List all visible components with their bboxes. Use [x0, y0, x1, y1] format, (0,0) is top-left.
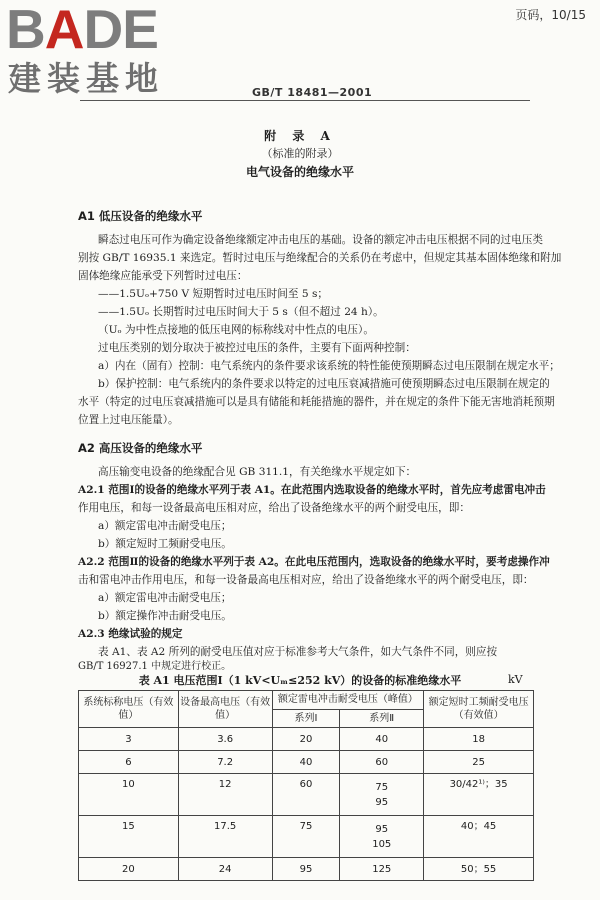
table-row — [79, 774, 534, 816]
list-item: ——1.5Uₒ 长期暂时过电压时间大于 5 s（但不超过 24 h）。 — [98, 306, 384, 318]
cell-series-1: 40 — [272, 751, 340, 774]
cell-highest: 12 — [178, 774, 272, 816]
header-highest-voltage: 设备最高电压（有效值） — [178, 691, 272, 728]
cell-value: 75 — [375, 781, 389, 793]
section-a2-heading: A2 高压设备的绝缘水平 — [78, 441, 203, 455]
paragraph-line: 别按 GB/T 16935.1 来选定。暂时过电压与绝缘配合的关系仍在考虑中，但规定其基本固体绝缘和附加 — [78, 252, 562, 264]
cell-highest: 3.6 — [178, 728, 272, 751]
cell-series-2: 125 — [340, 858, 424, 881]
page-number: 页码，10/15 — [515, 8, 586, 22]
clause-a2-2: A2.2 范围Ⅱ的设备的绝缘水平列于表 A2。在此电压范围内，选取设备的绝缘水平时，要考虑操作冲 — [78, 556, 550, 568]
appendix-heading: 电气设备的绝缘水平 — [245, 165, 354, 179]
cell-series-1: 95 — [272, 858, 340, 881]
cell-highest: 24 — [178, 858, 272, 881]
insulation-level-table — [78, 690, 534, 881]
list-item: ——1.5Uₒ+750 V 短期暂时过电压时间至 5 s； — [98, 288, 328, 300]
paragraph-line: 位置上过电压能量）。 — [78, 414, 179, 426]
paragraph-line: GB/T 16927.1 中规定进行校正。 — [78, 661, 232, 672]
cell-series-1: 75 — [272, 816, 340, 858]
cell-highest: 17.5 — [178, 816, 272, 858]
list-item: b）额定操作冲击耐受电压。 — [98, 610, 232, 622]
paragraph-line: 水平（特定的过电压衰减措施可以是具有储能和耗能措施的器件，并在规定的条件下能无害地消耗预期 — [78, 396, 555, 408]
clause-a2-1: A2.1 范围Ⅰ的设备的绝缘水平列于表 A1。在此范围内选取设备的绝缘水平时，首先应考虑雷电冲击 — [78, 484, 546, 496]
clause-a2-3: A2.3 绝缘试验的规定 — [78, 628, 183, 640]
list-item: b）保护控制：电气系统内的条件要求以特定的过电压衰减措施可使预期瞬态过电压限制在规定的 — [98, 378, 550, 390]
note: （Uₒ 为中性点接地的低压电网的标称线对中性点的电压）。 — [98, 324, 374, 336]
cell-series-2 — [340, 816, 424, 858]
paragraph-line: 作用电压，和每一设备最高电压相对应，给出了设备绝缘水平的两个耐受电压，即： — [78, 502, 470, 514]
cell-power-frequency: 18 — [424, 728, 534, 751]
paragraph-line: 过电压类别的划分取决于被控过电压的条件，主要有下面两种控制： — [98, 342, 416, 354]
cell-nominal: 3 — [79, 728, 179, 751]
paragraph-line: 击和雷电冲击作用电压，和每一设备最高电压相对应，给出了设备绝缘水平的两个耐受电压，即： — [78, 574, 534, 586]
header-lightning-impulse: 额定雷电冲击耐受电压（峰值） — [272, 691, 424, 710]
cell-series-2: 60 — [340, 751, 424, 774]
cell-nominal: 15 — [79, 816, 179, 858]
paragraph-line: 瞬态过电压可作为确定设备绝缘额定冲击电压的基础。设备的额定冲击电压根据不同的过电压类 — [98, 234, 543, 246]
table-unit: kV — [508, 673, 523, 686]
cell-series-1: 20 — [272, 728, 340, 751]
table-row — [79, 751, 534, 774]
cell-nominal: 20 — [79, 858, 179, 881]
list-item: a）额定雷电冲击耐受电压； — [98, 520, 232, 532]
list-item: a）内在（固有）控制：电气系统内的条件要求该系统的特性能使预期瞬态过电压限制在规定水平； — [98, 360, 560, 372]
table-row — [79, 816, 534, 858]
logo-subtitle: 建装基地 — [8, 59, 164, 98]
paragraph-line: 固体绝缘应能承受下列暂时过电压： — [78, 270, 248, 282]
cell-nominal: 6 — [79, 751, 179, 774]
cell-series-2 — [340, 774, 424, 816]
table-title: 表 A1 电压范围Ⅰ（1 kV<Uₘ≤252 kV）的设备的标准绝缘水平 — [138, 674, 462, 687]
header-series-1: 系列Ⅰ — [272, 709, 340, 728]
cell-power-frequency: 50；55 — [424, 858, 534, 881]
appendix-type: （标准的附录） — [261, 147, 339, 160]
cell-value: 105 — [372, 838, 392, 850]
cell-value: 95 — [375, 823, 389, 835]
logo — [6, 2, 191, 110]
section-a1-heading: A1 低压设备的绝缘水平 — [78, 209, 203, 223]
list-item: a）额定雷电冲击耐受电压； — [98, 592, 232, 604]
table-row — [79, 728, 534, 751]
cell-power-frequency: 30/42¹⁾；35 — [424, 774, 534, 816]
cell-highest: 7.2 — [178, 751, 272, 774]
header-series-2: 系列Ⅱ — [340, 709, 424, 728]
paragraph-line: 高压输变电设备的绝缘配合见 GB 311.1，有关绝缘水平规定如下： — [98, 466, 417, 478]
cell-power-frequency: 25 — [424, 751, 534, 774]
standard-number: GB/T 18481—2001 — [252, 86, 373, 99]
header-power-frequency: 额定短时工频耐受电压（有效值） — [424, 691, 534, 728]
paragraph-line: 表 A1、表 A2 所列的耐受电压值对应于标准参考大气条件，如大气条件不同，则应按 — [98, 646, 498, 658]
cell-nominal: 10 — [79, 774, 179, 816]
table-row — [79, 858, 534, 881]
cell-series-1: 60 — [272, 774, 340, 816]
cell-power-frequency: 40；45 — [424, 816, 534, 858]
list-item: b）额定短时工频耐受电压。 — [98, 538, 232, 550]
header-nominal-voltage: 系统标称电压（有效值） — [79, 691, 179, 728]
cell-series-2: 40 — [340, 728, 424, 751]
appendix-title: 附 录 A — [264, 129, 336, 143]
logo-wordmark: BADE — [6, 0, 158, 60]
cell-value: 95 — [375, 796, 389, 808]
header-rule — [80, 100, 530, 101]
